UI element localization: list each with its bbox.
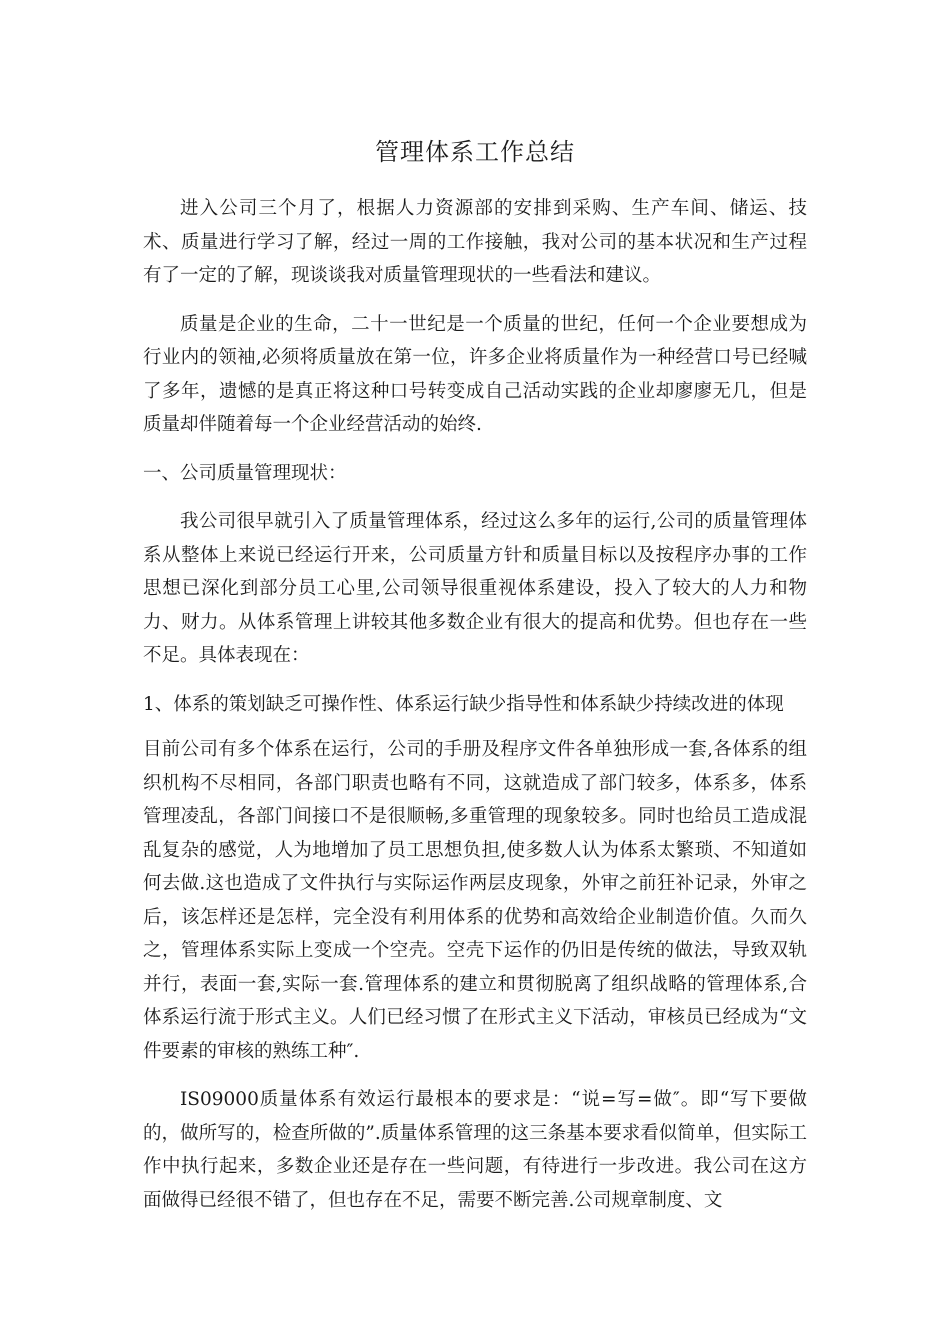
section-heading-current-status: 一、公司质量管理现状： — [143, 462, 347, 484]
paragraph-current-status: 我公司很早就引入了质量管理体系，经过这么多年的运行,公司的质量管理体系从整体上来说已经运行开来，公司质量方针和质量目标以及按程序办事的工作思想已深化到部分员工心里,公司领导很重视体系建设，投入了较大的人力和物力、财力。从体系管理上讲较其他多数企业有很大的提高和优势。但也存在一些不足。具体表现在： — [143, 511, 807, 666]
paragraph-iso9000: IS09000质量体系有效运行最根本的要求是：“说=写=做″。即“写下要做的，做所写的，检查所做的”.质量体系管理的这三条基本要求看似简单，但实际工作中执行起来，多数企业还是存在一些问题，有待进行一步改进。我公司在这方面做得已经很不错了，但也存在不足，需要不断完善.公司规章制度、文 — [143, 1089, 807, 1211]
paragraph-multiple-systems: 目前公司有多个体系在运行，公司的手册及程序文件各单独形成一套,各体系的组织机构不尽相同，各部门职责也略有不同，这就造成了部门较多，体系多，体系管理凌乱，各部门间接口不是很顺畅,多重管理的现象较多。同时也给员工造成混乱复杂的感觉，人为地增加了员工思想负担,使多数人认为体系太繁琐、不知道如何去做.这也造成了文件执行与实际运作两层皮现象，外审之前狂补记录，外审之后，该怎样还是怎样，完全没有利用体系的优势和高效给企业制造价值。久而久之，管理体系实际上变成一个空壳。空壳下运作的仍旧是传统的做法，导致双轨并行，表面一套,实际一套.管理体系的建立和贯彻脱离了组织战略的管理体系,合体系运行流于形式主义。人们已经习惯了在形式主义下活动，审核员已经成为“文件要素的审核的熟练工种″. — [143, 739, 807, 1062]
paragraph-quality-importance: 质量是企业的生命，二十一世纪是一个质量的世纪，任何一个企业要想成为行业内的领袖,必须将质量放在第一位，许多企业将质量作为一种经营口号已经喊了多年，遗憾的是真正将这种口号转变成自己活动实践的企业却廖廖无几，但是质量却伴随着每一个企业经营活动的始终. — [143, 313, 807, 435]
subheading-system-planning: 1、体系的策划缺乏可操作性、体系运行缺少指导性和体系缺少持续改进的体现 — [143, 693, 784, 715]
document-title: 管理体系工作总结 — [375, 138, 575, 166]
paragraph-intro: 进入公司三个月了，根据人力资源部的安排到采购、生产车间、储运、技术、质量进行学习了解，经过一周的工作接触，我对公司的基本状况和生产过程有了一定的了解，现谈谈我对质量管理现状的一些看法和建议。 — [143, 198, 807, 286]
document-body — [143, 192, 807, 1232]
